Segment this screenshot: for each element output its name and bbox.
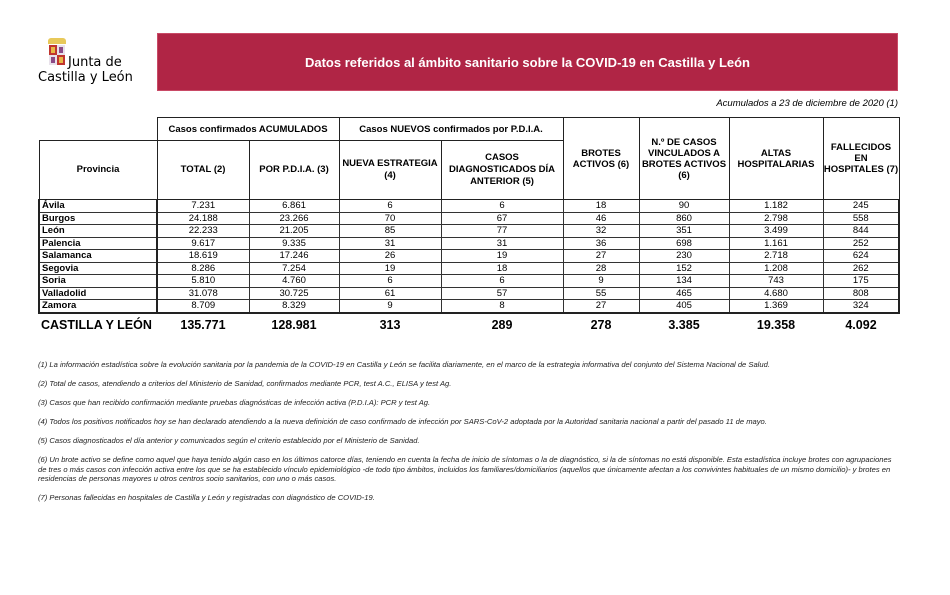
total-cell: 3.385 (668, 317, 700, 332)
cell: 808 (823, 287, 899, 300)
cell: 2.798 (729, 212, 823, 225)
cell: 230 (639, 250, 729, 263)
page-title: Datos referidos al ámbito sanitario sobre la COVID-19 en Castilla y León (304, 54, 750, 70)
cell: 245 (823, 200, 899, 213)
total-cell: 128.981 (271, 317, 317, 332)
cell: 252 (823, 237, 899, 250)
cell: 5.810 (157, 275, 249, 288)
date-note: Acumulados a 23 de diciembre de 2020 (1) (716, 98, 898, 109)
cell: 698 (639, 237, 729, 250)
logo-text-line1: Junta de (68, 55, 122, 70)
cell: 6 (441, 200, 563, 213)
cell: 1.208 (729, 262, 823, 275)
cell: 262 (823, 262, 899, 275)
province-cell: Soria (39, 275, 157, 288)
col-header-altas: ALTAS HOSPITALARIAS (729, 118, 823, 200)
cell: 1.369 (729, 300, 823, 313)
table-row (39, 212, 899, 225)
cell: 27 (563, 250, 639, 263)
cell: 23.266 (249, 212, 339, 225)
col-header-provincia: Provincia (39, 141, 157, 200)
cell: 844 (823, 225, 899, 238)
col-header-pdia: POR P.D.I.A. (3) (249, 141, 339, 200)
province-cell: Zamora (39, 300, 157, 313)
province-cell: Ávila (39, 200, 157, 213)
cell: 351 (639, 225, 729, 238)
cell: 2.718 (729, 250, 823, 263)
logo-text-line2: Castilla y León (38, 70, 133, 85)
cell: 61 (339, 287, 441, 300)
cell: 36 (563, 237, 639, 250)
footnote-2: (2) Total de casos, atendiendo a criterios del Ministerio de Sanidad, confirmados mediante PCR, test A.C., ELISA y test Ag. (38, 379, 452, 388)
table-row (39, 262, 899, 275)
col-header-vinculados: N.º DE CASOS VINCULADOS A BROTES ACTIVOS (6) (639, 118, 729, 200)
group-header-acumulados: Casos confirmados ACUMULADOS (157, 118, 339, 141)
province-cell: Valladolid (39, 287, 157, 300)
cell: 31 (339, 237, 441, 250)
cell: 57 (441, 287, 563, 300)
cell: 17.246 (249, 250, 339, 263)
cell: 31 (441, 237, 563, 250)
cell: 24.188 (157, 212, 249, 225)
province-cell: Burgos (39, 212, 157, 225)
table-row (39, 250, 899, 263)
cell: 30.725 (249, 287, 339, 300)
cell: 152 (639, 262, 729, 275)
table-row (39, 237, 899, 250)
cell: 18 (563, 200, 639, 213)
footnote-3: (3) Casos que han recibido confirmación mediante pruebas diagnósticas de infección activa (P.D.I.A): PCR y test Ag. (38, 398, 431, 407)
covid-data-table (38, 117, 900, 336)
col-header-dia-anterior: CASOS DIAGNOSTICADOS DÍA ANTERIOR (5) (441, 141, 563, 200)
junta-logo (38, 38, 156, 90)
cell: 27 (563, 300, 639, 313)
cell: 1.182 (729, 200, 823, 213)
total-cell: 289 (491, 317, 513, 332)
total-row (39, 313, 899, 336)
coat-of-arms-icon (48, 38, 66, 68)
cell: 28 (563, 262, 639, 275)
cell: 6 (339, 200, 441, 213)
cell: 55 (563, 287, 639, 300)
footnote-6: (6) Un brote activo se define como aquel que haya tenido algún caso en los últimos catorce días, teniendo en cuenta la fecha de inicio de síntomas o la de diagnóstico, si la de síntomas no está disponible. Esta estadística incluye brotes con agrupaciones de tres o más casos con infección activa entre los que se ha establecido vínculo epidemiológico -de todo tipo ámbitos, incluidos los familiares/domiciliarios (aquellos que únicamente afectan a los convivintes habituales de un mismo domicilio)- y brotes en residencias de personas mayores u otros centros socio sanitarios, con uno o más casos. (38, 455, 892, 483)
col-header-brotes: BROTES ACTIVOS (6) (563, 118, 639, 200)
footnote-4: (4) Todos los positivos notificados hoy se han declarado atendiendo a la nueva definición de caso confirmado de infección por SARS-CoV-2 adoptada por la Autoridad sanitaria nacional a partir del pasado 11 de mayo. (38, 417, 767, 426)
cell: 67 (441, 212, 563, 225)
title-banner (157, 33, 898, 91)
cell: 175 (823, 275, 899, 288)
group-header-nuevos: Casos NUEVOS confirmados por P.D.I.A. (339, 118, 563, 141)
province-cell: León (39, 225, 157, 238)
cell: 465 (639, 287, 729, 300)
table-row (39, 275, 899, 288)
province-cell: Segovia (39, 262, 157, 275)
total-label: CASTILLA Y LEÓN (41, 317, 152, 332)
cell: 3.499 (729, 225, 823, 238)
cell: 624 (823, 250, 899, 263)
footnote-1: (1) La información estadística sobre la evolución sanitaria por la pandemia de la COVID-19 en Castilla y León se facilita diariamente, en el marco de la estrategia informativa del conjunto del Sistema Nacional de Salud. (38, 360, 770, 369)
cell: 26 (339, 250, 441, 263)
cell: 4.680 (729, 287, 823, 300)
col-header-total: TOTAL (2) (157, 141, 249, 200)
cell: 19 (339, 262, 441, 275)
cell: 22.233 (157, 225, 249, 238)
col-header-nueva-estrategia: NUEVA ESTRATEGIA (4) (339, 141, 441, 200)
cell: 7.231 (157, 200, 249, 213)
total-cell: 135.771 (180, 317, 226, 332)
table-row (39, 300, 899, 313)
cell: 32 (563, 225, 639, 238)
group-header-row (39, 118, 899, 141)
cell: 8.709 (157, 300, 249, 313)
cell: 9.335 (249, 237, 339, 250)
cell: 77 (441, 225, 563, 238)
cell: 9 (339, 300, 441, 313)
total-cell: 278 (590, 317, 612, 332)
table-row (39, 225, 899, 238)
cell: 46 (563, 212, 639, 225)
cell: 405 (639, 300, 729, 313)
cell: 743 (729, 275, 823, 288)
cell: 1.161 (729, 237, 823, 250)
cell: 90 (639, 200, 729, 213)
cell: 21.205 (249, 225, 339, 238)
footnote-7: (7) Personas fallecidas en hospitales de Castilla y León y registradas con diagnóstico de COVID-19. (38, 493, 375, 502)
cell: 4.760 (249, 275, 339, 288)
cell: 85 (339, 225, 441, 238)
footnotes (38, 360, 898, 512)
cell: 860 (639, 212, 729, 225)
cell: 8.286 (157, 262, 249, 275)
col-header-fallecidos: FALLECIDOS EN HOSPITALES (7) (823, 118, 899, 200)
province-cell: Palencia (39, 237, 157, 250)
table-row (39, 200, 899, 213)
cell: 31.078 (157, 287, 249, 300)
cell: 70 (339, 212, 441, 225)
province-cell: Salamanca (39, 250, 157, 263)
total-cell: 19.358 (756, 317, 796, 332)
cell: 9.617 (157, 237, 249, 250)
total-cell: 4.092 (845, 317, 877, 332)
cell: 7.254 (249, 262, 339, 275)
cell: 19 (441, 250, 563, 263)
cell: 9 (563, 275, 639, 288)
cell: 324 (823, 300, 899, 313)
cell: 6 (441, 275, 563, 288)
cell: 18 (441, 262, 563, 275)
cell: 18.619 (157, 250, 249, 263)
cell: 8.329 (249, 300, 339, 313)
cell: 8 (441, 300, 563, 313)
cell: 6 (339, 275, 441, 288)
cell: 558 (823, 212, 899, 225)
cell: 134 (639, 275, 729, 288)
cell: 6.861 (249, 200, 339, 213)
table-row (39, 287, 899, 300)
footnote-5: (5) Casos diagnosticados el día anterior y comunicados según el criterio establecido por el Ministerio de Sanidad. (38, 436, 420, 445)
total-cell: 313 (379, 317, 401, 332)
